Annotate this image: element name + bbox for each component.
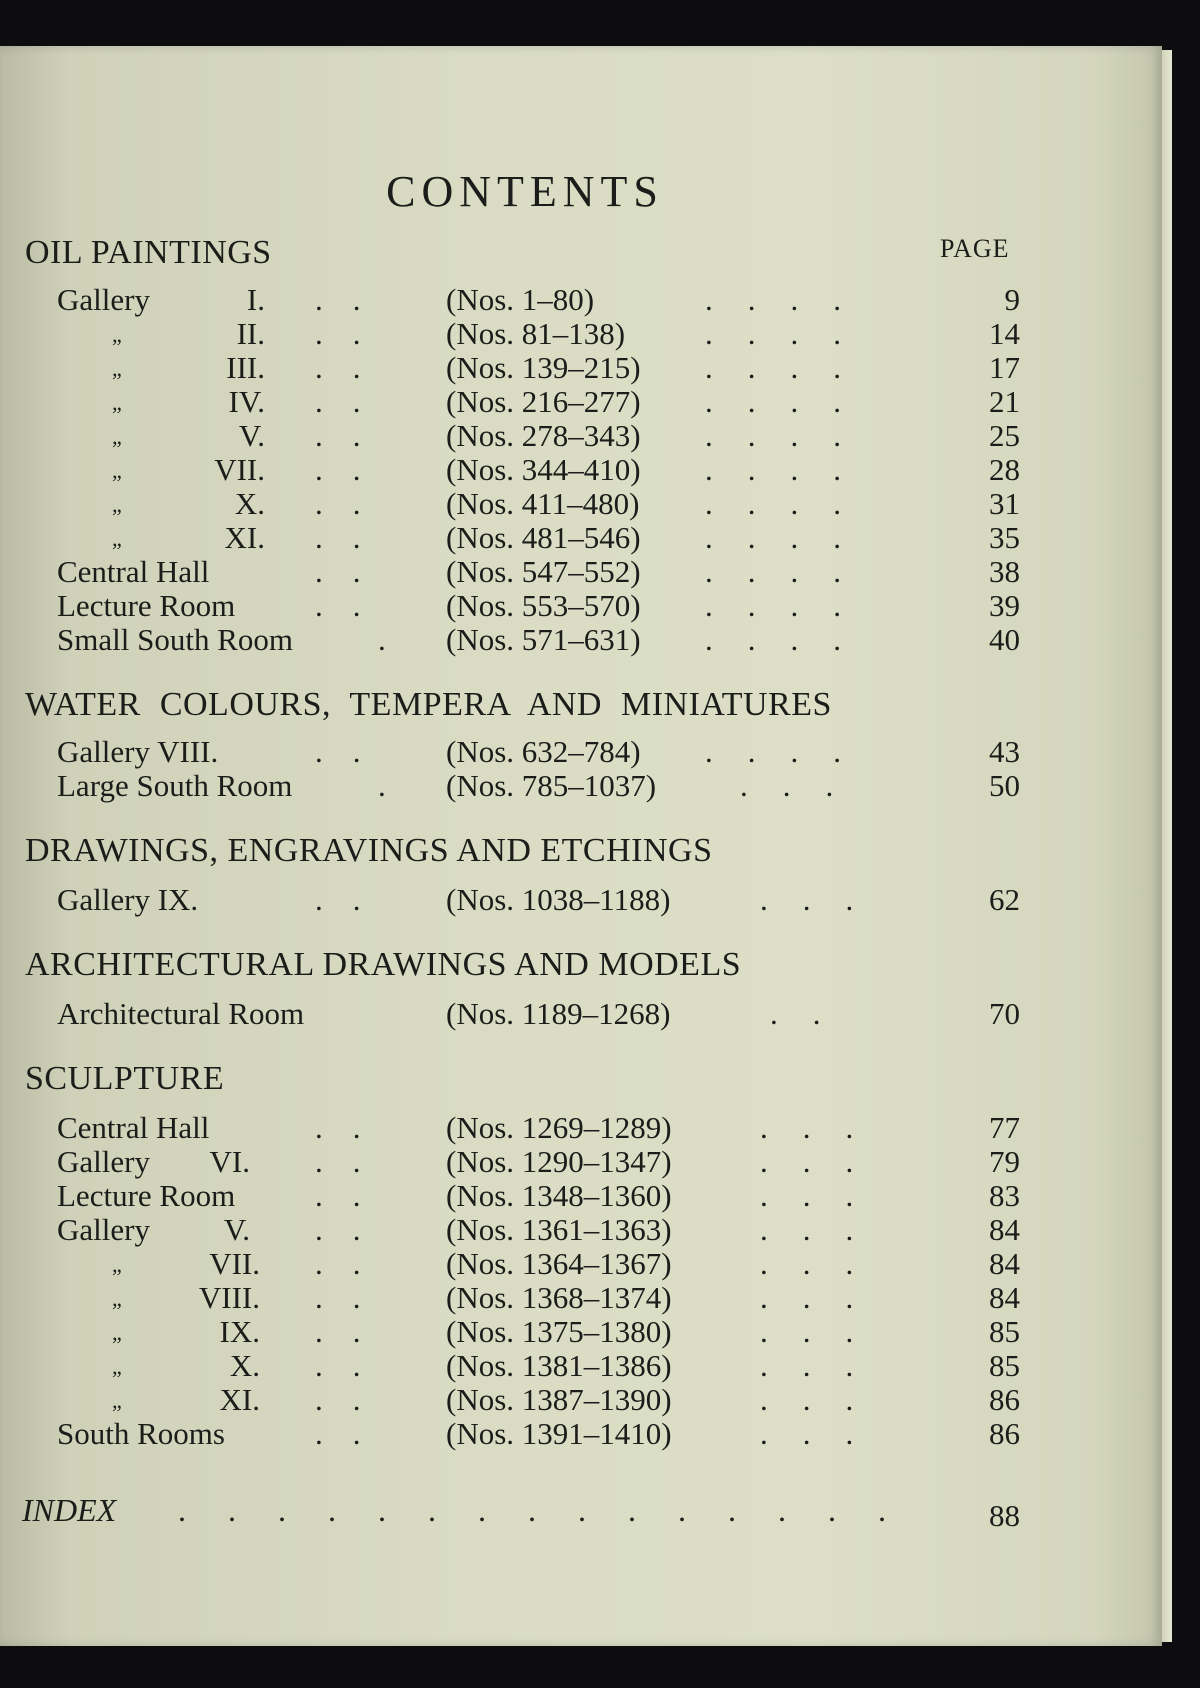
- toc-ditto: „: [112, 390, 122, 415]
- toc-place: Central Hall: [57, 554, 210, 589]
- toc-numbers: (Nos. 1391–1410): [446, 1416, 672, 1451]
- toc-leader: ..: [315, 1280, 391, 1315]
- toc-place: Gallery VIII.: [57, 734, 219, 769]
- toc-numbers: (Nos. 1348–1360): [446, 1178, 672, 1213]
- toc-leader: ..: [315, 350, 391, 385]
- toc-row: [0, 1144, 1040, 1178]
- toc-numbers: (Nos. 139–215): [446, 350, 641, 385]
- toc-leader: ....: [705, 384, 876, 419]
- toc-leader: ...: [760, 1178, 889, 1213]
- toc-row: [0, 1314, 1040, 1348]
- toc-row: [0, 418, 1040, 452]
- toc-numbers: (Nos. 1–80): [446, 282, 595, 317]
- toc-gallery-number: II.: [236, 316, 265, 351]
- toc-numbers: (Nos. 571–631): [446, 622, 641, 657]
- toc-page: 40: [989, 622, 1020, 657]
- toc-numbers: (Nos. 1189–1268): [446, 996, 671, 1031]
- toc-page: 84: [989, 1246, 1020, 1281]
- toc-page: 35: [989, 520, 1020, 555]
- toc-leader: ..: [315, 282, 391, 317]
- toc-gallery-number: X.: [229, 1348, 260, 1383]
- toc-leader: ...: [760, 1280, 889, 1315]
- toc-row: [0, 316, 1040, 350]
- toc-page: 70: [989, 996, 1020, 1031]
- toc-leader: ...: [760, 1348, 889, 1383]
- toc-numbers: (Nos. 1361–1363): [446, 1212, 672, 1247]
- toc-leader: ..: [315, 1144, 391, 1179]
- page-column-label: PAGE: [940, 234, 1010, 263]
- toc-leader: ...: [760, 1314, 889, 1349]
- toc-numbers: (Nos. 785–1037): [446, 768, 657, 803]
- toc-row: [0, 734, 1040, 768]
- toc-numbers: (Nos. 1269–1289): [446, 1110, 672, 1145]
- toc-gallery-number: IV.: [228, 384, 265, 419]
- toc-leader: ..: [315, 418, 391, 453]
- toc-leader: ..: [315, 384, 391, 419]
- index-page: 88: [989, 1498, 1020, 1533]
- toc-row: [0, 1348, 1040, 1382]
- toc-leader: ....: [705, 622, 876, 657]
- toc-row: [0, 622, 1040, 656]
- toc-gallery-number: XI.: [219, 1382, 260, 1417]
- toc-page: 84: [989, 1280, 1020, 1315]
- toc-ditto: „: [112, 424, 122, 449]
- toc-leader: ..: [315, 734, 391, 769]
- toc-row: [0, 1246, 1040, 1280]
- toc-leader: ..: [315, 316, 391, 351]
- toc-numbers: (Nos. 1364–1367): [446, 1246, 672, 1281]
- toc-page: 43: [989, 734, 1020, 769]
- toc-place: South Rooms: [57, 1416, 225, 1451]
- toc-leader: ..: [315, 1110, 391, 1145]
- toc-ditto: „: [112, 1320, 122, 1345]
- toc-leader: ..: [770, 996, 856, 1031]
- toc-page: 21: [989, 384, 1020, 419]
- toc-gallery-number: I.: [246, 282, 265, 317]
- toc-page: 14: [989, 316, 1020, 351]
- toc-ditto: „: [112, 322, 122, 347]
- toc-page: 39: [989, 588, 1020, 623]
- toc-numbers: (Nos. 278–343): [446, 418, 641, 453]
- toc-leader: ...: [740, 768, 869, 803]
- toc-numbers: (Nos. 553–570): [446, 588, 641, 623]
- toc-leader: ....: [705, 520, 876, 555]
- toc-place: Small South Room: [57, 622, 293, 657]
- toc-row: [0, 1382, 1040, 1416]
- toc-row: [0, 1416, 1040, 1450]
- toc-page: 17: [989, 350, 1020, 385]
- toc-page: 84: [989, 1212, 1020, 1247]
- toc-leader: ..: [315, 588, 391, 623]
- toc-gallery-number: VIII.: [198, 1280, 260, 1315]
- section-heading-water-colours: WATER COLOURS, TEMPERA AND MINIATURES: [25, 686, 832, 723]
- toc-page: 31: [989, 486, 1020, 521]
- toc-row: [0, 384, 1040, 418]
- toc-leader: ....: [705, 734, 876, 769]
- toc-leader: ..: [315, 452, 391, 487]
- toc-leader: ....: [705, 486, 876, 521]
- toc-page: 38: [989, 554, 1020, 589]
- toc-page: 62: [989, 882, 1020, 917]
- toc-leader: ..: [315, 520, 391, 555]
- toc-ditto: „: [112, 356, 122, 381]
- toc-leader: ..: [315, 1212, 391, 1247]
- toc-gallery-number: V.: [238, 418, 265, 453]
- toc-row: [0, 1178, 1040, 1212]
- toc-ditto: „: [112, 492, 122, 517]
- index-leader: ...............: [178, 1492, 928, 1528]
- toc-place: Gallery: [57, 282, 150, 317]
- toc-numbers: (Nos. 481–546): [446, 520, 641, 555]
- toc-row: [0, 520, 1040, 554]
- toc-row: [0, 452, 1040, 486]
- toc-gallery-number: VII.: [209, 1246, 260, 1281]
- toc-leader: ..: [315, 554, 391, 589]
- toc-leader: ....: [705, 588, 876, 623]
- toc-leader: ..: [315, 1178, 391, 1213]
- section-heading-sculpture: SCULPTURE: [25, 1060, 225, 1097]
- toc-place: Gallery IX.: [57, 882, 199, 917]
- toc-page: 86: [989, 1416, 1020, 1451]
- toc-place: Gallery: [57, 1212, 150, 1247]
- toc-numbers: (Nos. 632–784): [446, 734, 641, 769]
- toc-leader: ....: [705, 452, 876, 487]
- toc-leader: ...: [760, 1110, 889, 1145]
- toc-numbers: (Nos. 411–480): [446, 486, 640, 521]
- toc-leader: ...: [760, 1246, 889, 1281]
- toc-leader: ..: [315, 486, 391, 521]
- toc-row: [0, 282, 1040, 316]
- toc-numbers: (Nos. 81–138): [446, 316, 626, 351]
- toc-row: [0, 486, 1040, 520]
- toc-place: Large South Room: [57, 768, 293, 803]
- toc-row: [0, 350, 1040, 384]
- toc-leader: .: [378, 768, 416, 803]
- toc-gallery-number: V.: [223, 1212, 250, 1247]
- toc-page: 85: [989, 1348, 1020, 1383]
- index-label: INDEX: [22, 1492, 117, 1528]
- toc-numbers: (Nos. 1381–1386): [446, 1348, 672, 1383]
- toc-numbers: (Nos. 344–410): [446, 452, 641, 487]
- toc-ditto: „: [112, 1354, 122, 1379]
- toc-ditto: „: [112, 1286, 122, 1311]
- toc-gallery-number: VI.: [209, 1144, 250, 1179]
- toc-row: [0, 882, 1040, 916]
- toc-leader: ..: [315, 1416, 391, 1451]
- toc-leader: ..: [315, 882, 391, 917]
- toc-leader: ....: [705, 316, 876, 351]
- toc-ditto: „: [112, 1388, 122, 1413]
- toc-ditto: „: [112, 458, 122, 483]
- toc-row: [0, 1280, 1040, 1314]
- toc-numbers: (Nos. 1387–1390): [446, 1382, 672, 1417]
- toc-gallery-number: VII.: [214, 452, 265, 487]
- catalogue-page: [0, 46, 1162, 1646]
- toc-leader: ..: [315, 1314, 391, 1349]
- toc-page: 83: [989, 1178, 1020, 1213]
- toc-leader: ....: [705, 350, 876, 385]
- toc-numbers: (Nos. 1375–1380): [446, 1314, 672, 1349]
- toc-ditto: „: [112, 526, 122, 551]
- toc-row: [0, 554, 1040, 588]
- toc-page: 79: [989, 1144, 1020, 1179]
- toc-leader: ....: [705, 554, 876, 589]
- toc-page: 85: [989, 1314, 1020, 1349]
- toc-leader: ...: [760, 1382, 889, 1417]
- toc-gallery-number: IX.: [219, 1314, 260, 1349]
- toc-page: 9: [1004, 282, 1020, 317]
- section-heading-drawings: DRAWINGS, ENGRAVINGS AND ETCHINGS: [25, 832, 713, 869]
- toc-leader: ..: [315, 1348, 391, 1383]
- toc-place: Lecture Room: [57, 1178, 236, 1213]
- toc-numbers: (Nos. 1038–1188): [446, 882, 671, 917]
- toc-numbers: (Nos. 1290–1347): [446, 1144, 672, 1179]
- toc-page: 28: [989, 452, 1020, 487]
- toc-numbers: (Nos. 216–277): [446, 384, 641, 419]
- toc-row: [0, 768, 1040, 802]
- toc-row: [0, 996, 1040, 1030]
- section-heading-architectural: ARCHITECTURAL DRAWINGS AND MODELS: [25, 946, 742, 983]
- toc-row: [0, 1212, 1040, 1246]
- toc-place: Lecture Room: [57, 588, 236, 623]
- page-title: CONTENTS: [386, 167, 664, 216]
- toc-page: 77: [989, 1110, 1020, 1145]
- toc-gallery-number: X.: [234, 486, 265, 521]
- toc-row: [0, 588, 1040, 622]
- toc-page: 86: [989, 1382, 1020, 1417]
- toc-leader: ...: [760, 1212, 889, 1247]
- section-heading-oil-paintings: OIL PAINTINGS: [25, 234, 272, 271]
- toc-leader: .: [378, 622, 416, 657]
- toc-row: [0, 1110, 1040, 1144]
- toc-numbers: (Nos. 547–552): [446, 554, 641, 589]
- toc-page: 50: [989, 768, 1020, 803]
- toc-leader: ..: [315, 1382, 391, 1417]
- toc-page: 25: [989, 418, 1020, 453]
- toc-leader: ....: [705, 418, 876, 453]
- toc-leader: ...: [760, 1144, 889, 1179]
- toc-place: Architectural Room: [57, 996, 305, 1031]
- toc-leader: ...: [760, 1416, 889, 1451]
- toc-leader: ....: [705, 282, 876, 317]
- toc-leader: ..: [315, 1246, 391, 1281]
- toc-leader: ...: [760, 882, 889, 917]
- toc-ditto: „: [112, 1252, 122, 1277]
- toc-gallery-number: XI.: [224, 520, 265, 555]
- toc-place: Central Hall: [57, 1110, 210, 1145]
- toc-place: Gallery: [57, 1144, 150, 1179]
- toc-gallery-number: III.: [226, 350, 265, 385]
- toc-numbers: (Nos. 1368–1374): [446, 1280, 672, 1315]
